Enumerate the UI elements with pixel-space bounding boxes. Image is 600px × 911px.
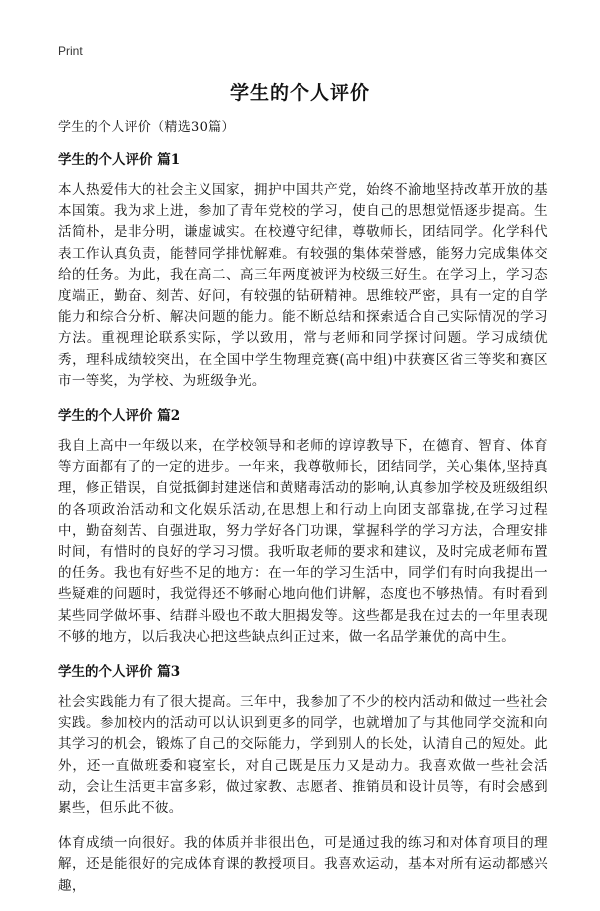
article-body [58,118,548,911]
section-2-paragraph-1: 我自上高中一年级以来，在学校领导和老师的谆谆教导下，在德育、智育、体育等方面都有了的一定的进步。一年来，我尊敬师长，团结同学，关心集体,坚持真理，修正错误，自觉抵御封建迷信和黄赌毒活动的影响,认真参加学校及班级组织的各项政治活动和文化娱乐活动,在思想上和行动上向团支部靠拢,在学习过程中，勤奋刻苦、自强进取，努力学好各门功课，掌握科学的学习方法，合理安排时间，有惜时的良好的学习习惯。我听取老师的要求和建议，及时完成老师布置的任务。我也有好些不足的地方：在一年的学习生活中，同学们有时向我提出一些疑难的问题时，我觉得还不够耐心地向他们讲解，态度也不够热情。有时看到某些同学做坏事、结群斗殴也不敢大胆揭发等。这些都是我在过去的一年里表现不够的地方，以后我决心把这些缺点纠正过来，做一名品学兼优的高中生。 [58,438,548,645]
section-3-paragraph-1: 社会实践能力有了很大提高。三年中，我参加了不少的校内活动和做过一些社会实践。参加校内的活动可以认识到更多的同学，也就增加了与其他同学交流和向其学习的机会，锻炼了自己的交际能力，学到别人的长处，认清自己的短处。此外，还一直做班委和寝室长，对自己既是压力又是动力。我喜欢做一些社会活动，会让生活更丰富多彩，做过家教、志愿者、推销员和设计员等，有时会感到累些，但乐此不彼。 [58,694,548,817]
section-3-paragraph-2: 体育成绩一向很好。我的体质并非很出色，可是通过我的练习和对体育项目的理解，还是能很好的完成体育课的教授项目。我喜欢运动，基本对所有运动都感兴趣， [58,835,548,894]
section-1-paragraph-1: 本人热爱伟大的社会主义国家，拥护中国共产党，始终不渝地坚持改革开放的基本国策。我为求上进，参加了青年党校的学习，使自己的思想觉悟逐步提高。生活简朴，是非分明，谦虚诚实。在校遵守纪律，尊敬师长，团结同学。化学科代表工作认真负责，能替同学排忧解难。有较强的集体荣誉感，能努力完成集体交给的任务。为此，我在高二、高三年两度被评为校级三好生。在学习上，学习态度端正，勤奋、刻苦、好问，有较强的钻研精神。思维较严密，具有一定的自学能力和综合分析、解决问题的能力。能不断总结和探索适合自己实际情况的学习方法。重视理论联系实际，学以致用，常与老师和同学探讨问题。学习成绩优秀，理科成绩较突出，在全国中学生物理竞赛(高中组)中获赛区省三等奖和赛区市一等奖，为学校、为班级争光。 [58,182,548,389]
section-heading-1: 学生的个人评价 篇1 [58,152,181,168]
section-heading-3: 学生的个人评价 篇3 [58,664,181,681]
section-heading-2: 学生的个人评价 篇2 [58,408,181,425]
page-title: 学生的个人评价 [229,82,370,104]
article-subtitle: 学生的个人评价（精选30篇） [58,120,235,135]
print-link[interactable]: Print [58,44,83,58]
